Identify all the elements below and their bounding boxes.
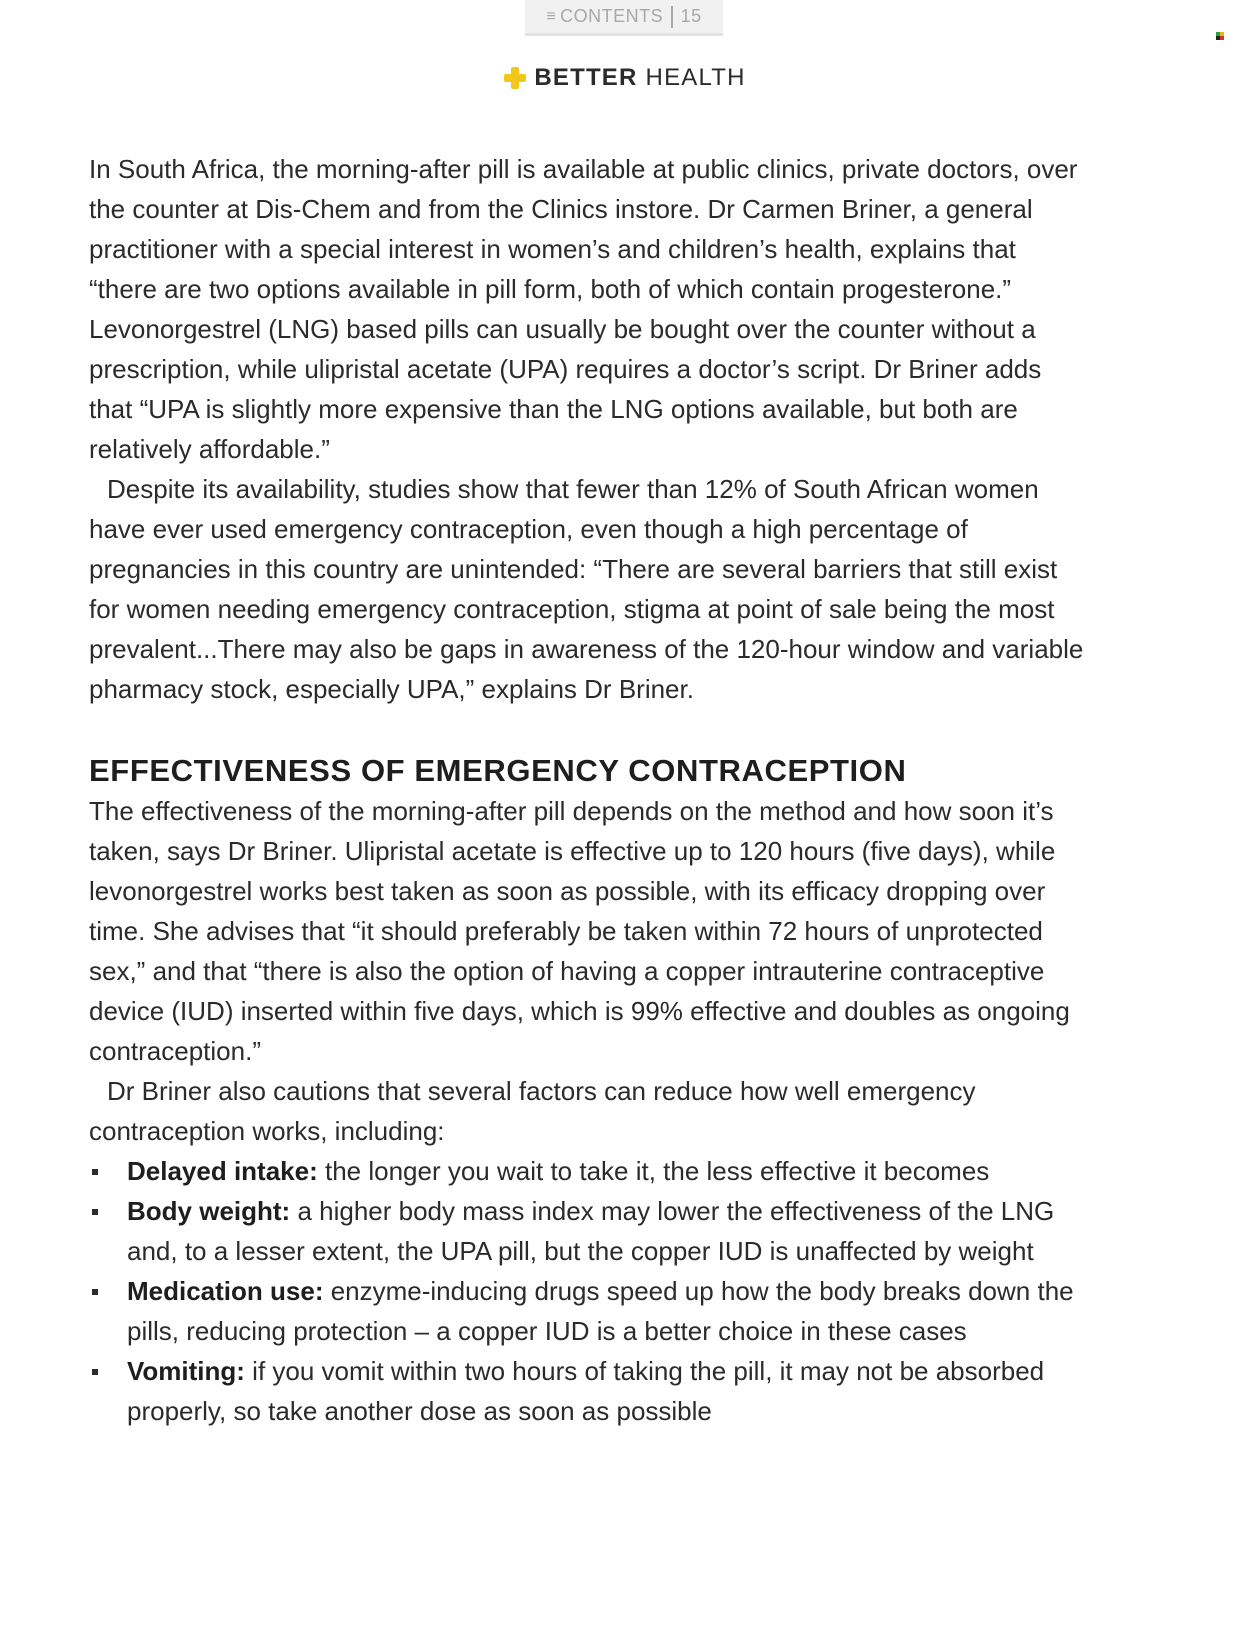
list-item-text: the longer you wait to take it, the less effective it becomes	[317, 1156, 990, 1186]
menu-icon: ≡	[546, 7, 557, 25]
list-item-text: if you vomit within two hours of taking the pill, it may not be absorbed properly, so take another dose as soon as possible	[127, 1356, 1045, 1426]
list-item-term: Body weight:	[127, 1196, 291, 1226]
paragraph-factors-intro: Dr Briner also cautions that several factors can reduce how well emergency contraception works, including:	[89, 1076, 976, 1146]
corner-color-mark	[1216, 32, 1224, 40]
list-item	[89, 1271, 1089, 1351]
contents-tab[interactable]	[525, 0, 723, 36]
tab-divider	[671, 6, 673, 28]
list-item-term: Vomiting:	[127, 1356, 245, 1386]
plus-icon	[504, 67, 526, 89]
brand-light: HEALTH	[645, 64, 746, 91]
list-item-text: enzyme-inducing drugs speed up how the body breaks down the pills, reducing protection – a copper IUD is a better choice in these cases	[127, 1276, 1074, 1346]
list-item	[89, 1191, 1089, 1271]
list-item	[89, 1351, 1089, 1431]
list-item	[89, 1151, 1089, 1191]
page-number: 15	[680, 6, 702, 26]
brand-bold: BETTER	[534, 64, 638, 91]
list-item-text: a higher body mass index may lower the effectiveness of the LNG and, to a lesser extent, the UPA pill, but the copper IUD is unaffected by weight	[127, 1196, 1055, 1266]
list-item-term: Medication use:	[127, 1276, 324, 1306]
paragraph-barriers: Despite its availability, studies show that fewer than 12% of South African women have ever used emergency contraception, even though a high percentage of pregnancies in this country are unintended: “There are several barriers that still exist for women needing emergency contraception, stigma at point of sale being the most prevalent...There may also be gaps in awareness of the 120-hour window and variable pharmacy stock, especially UPA,” explains Dr Briner.	[89, 474, 1084, 704]
paragraph-effectiveness: The effectiveness of the morning-after pill depends on the method and how soon it’s taken, says Dr Briner. Ulipristal acetate is effective up to 120 hours (five days), while levonorgestrel works best taken as soon as possible, with its efficacy dropping over time. She advises that “it should preferably be taken within 72 hours of unprotected sex,” and that “there is also the option of having a copper intrauterine contraceptive device (IUD) inserted within five days, which is 99% effective and doubles as ongoing contraception.”	[89, 796, 1070, 1066]
list-item-term: Delayed intake:	[127, 1156, 318, 1186]
article-body	[89, 149, 1089, 1431]
factors-list	[89, 1151, 1089, 1431]
section-heading: EFFECTIVENESS OF EMERGENCY CONTRACEPTION	[89, 753, 907, 788]
section-brand	[0, 64, 1250, 92]
paragraph-availability: In South Africa, the morning-after pill is available at public clinics, private doctors, over the counter at Dis-Chem and from the Clinics instore. Dr Carmen Briner, a general practitioner with a special interest in women’s and children’s health, explains that “there are two options available in pill form, both of which contain progesterone.” Levonorgestrel (LNG) based pills can usually be bought over the counter without a prescription, while ulipristal acetate (UPA) requires a doctor’s script. Dr Briner adds that “UPA is slightly more expensive than the LNG options available, but both are relatively affordable.”	[89, 154, 1078, 464]
contents-label: CONTENTS	[560, 6, 664, 26]
